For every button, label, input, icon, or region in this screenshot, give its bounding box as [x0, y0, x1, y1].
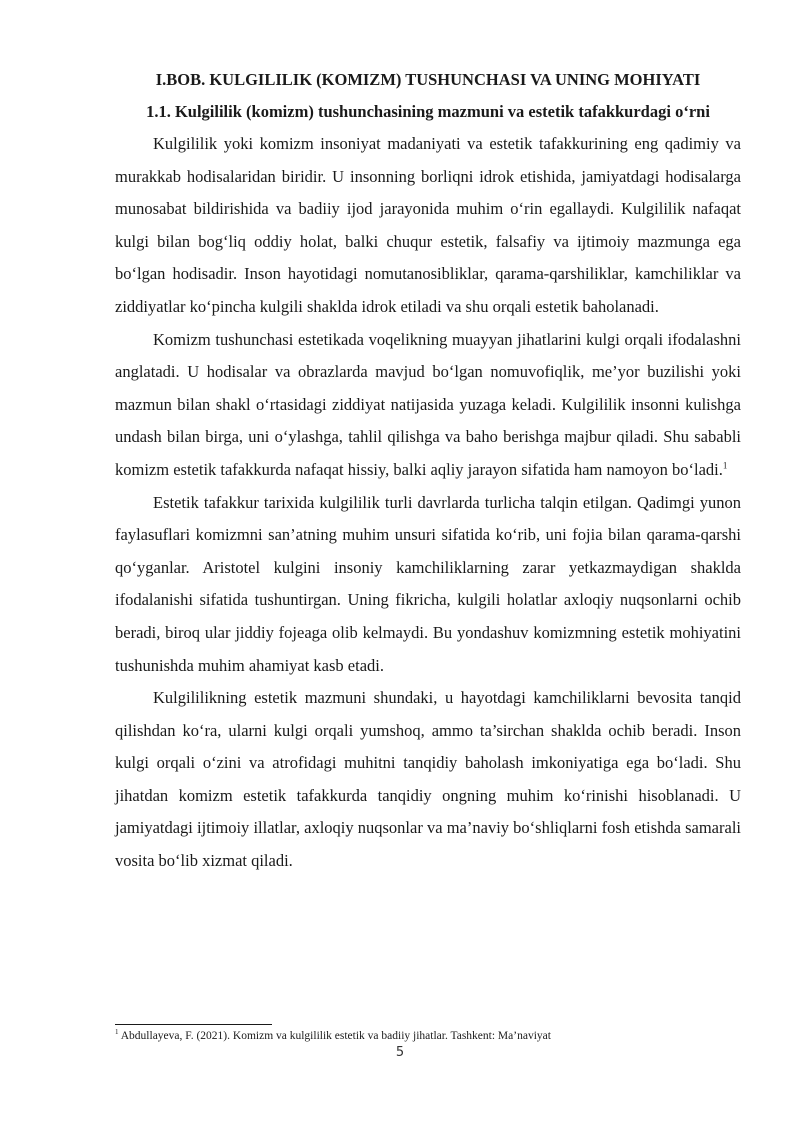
paragraph-4: Kulgililikning estetik mazmuni shundaki, u hayotdagi kamchiliklarni bevosita tanqid qilishdan ko‘ra, ularni kulgi orqali yumshoq, ammo ta’sirchan shaklda ochib beradi. Inson kulgi orqali o‘zini va atrofidagi muhitni tanqidiy baholash imkoniyatiga ega bo‘ladi. Shu jihatdan komizm estetik tafakkurda tanqidiy ongning muhim ko‘rinishi hisoblanadi. U jamiyatdagi ijtimoiy illatlar, axloqiy nuqsonlar va ma’naviy bo‘shliqlarni fosh etishda samarali vosita bo‘lib xizmat qiladi. [115, 688, 741, 871]
page-body [115, 64, 741, 878]
chapter-title: I.BOB. KULGILILIK (KOMIZM) TUSHUNCHASI VA UNING MOHIYATI [155, 70, 701, 89]
page-number: 5 [395, 1045, 405, 1060]
section-title: 1.1. Kulgililik (komizm) tushunchasining mazmuni va estetik tafakkurdagi o‘rni [146, 102, 710, 121]
footnote-separator [115, 1024, 272, 1025]
footnote-ref: 1 [722, 460, 728, 471]
footnote-marker: 1 [115, 1028, 119, 1037]
paragraph-2: Komizm tushunchasi estetikada voqelikning muayyan jihatlarini kulgi orqali ifodalashni anglatadi. U hodisalar va obrazlarda mavjud bo‘lgan nomuvofiqlik, me’yor buzilishi yoki mazmun bilan shakl o‘rtasidagi ziddiyat natijasida yuzaga keladi. Kulgililik insonni kulishga undash bilan birga, uni o‘ylashga, tahlil qilishga va baho berishga majbur qiladi. Shu sababli komizm estetik tafakkurda nafaqat hissiy, balki aqliy jarayon sifatida ham namoyon bo‘ladi.$^1$ [115, 329, 741, 479]
paragraph-3: Estetik tafakkur tarixida kulgililik turli davrlarda turlicha talqin etilgan. Qadimgi yunon faylasuflari komizmni san’atning muhim unsuri sifatida ko‘rib, uni fojia bilan qarama-qarshi qo‘yganlar. Aristotel kulgini insoniy kamchiliklarning zarar yetkazmaydigan shaklda ifodalanishi sifatida tushuntirgan. Uning fikricha, kulgili holatlar axloqiy nuqsonlarni ochib beradi, biroq ular jiddiy fojeaga olib kelmaydi. Bu yondashuv komizmning estetik mohiyatini tushunishda muhim ahamiyat kasb etadi. [115, 492, 741, 675]
footnote-text: Abdullayeva, F. (2021). Komizm va kulgililik estetik va badiiy jihatlar. Tashkent: Ma’naviyat [120, 1030, 551, 1042]
footnote [115, 1029, 755, 1043]
paragraph-1: Kulgililik yoki komizm insoniyat madaniyati va estetik tafakkurining eng qadimiy va murakkab hodisalaridan biridir. U insonning borliqni idrok etishida, jamiyatdagi hodisalarga munosabat bildirishida va badiiy ijod jarayonida muhim o‘rin egallaydi. Kulgililik nafaqat kulgi bilan bog‘liq oddiy holat, balki chuqur estetik, falsafiy va ijtimoiy mazmunga ega bo‘lgan hodisadir. Inson hayotidagi nomutanosibliklar, qarama-qarshiliklar, kamchiliklar va ziddiyatlar ko‘pincha kulgili shaklda idrok etiladi va shu orqali estetik baholanadi. [115, 134, 741, 316]
